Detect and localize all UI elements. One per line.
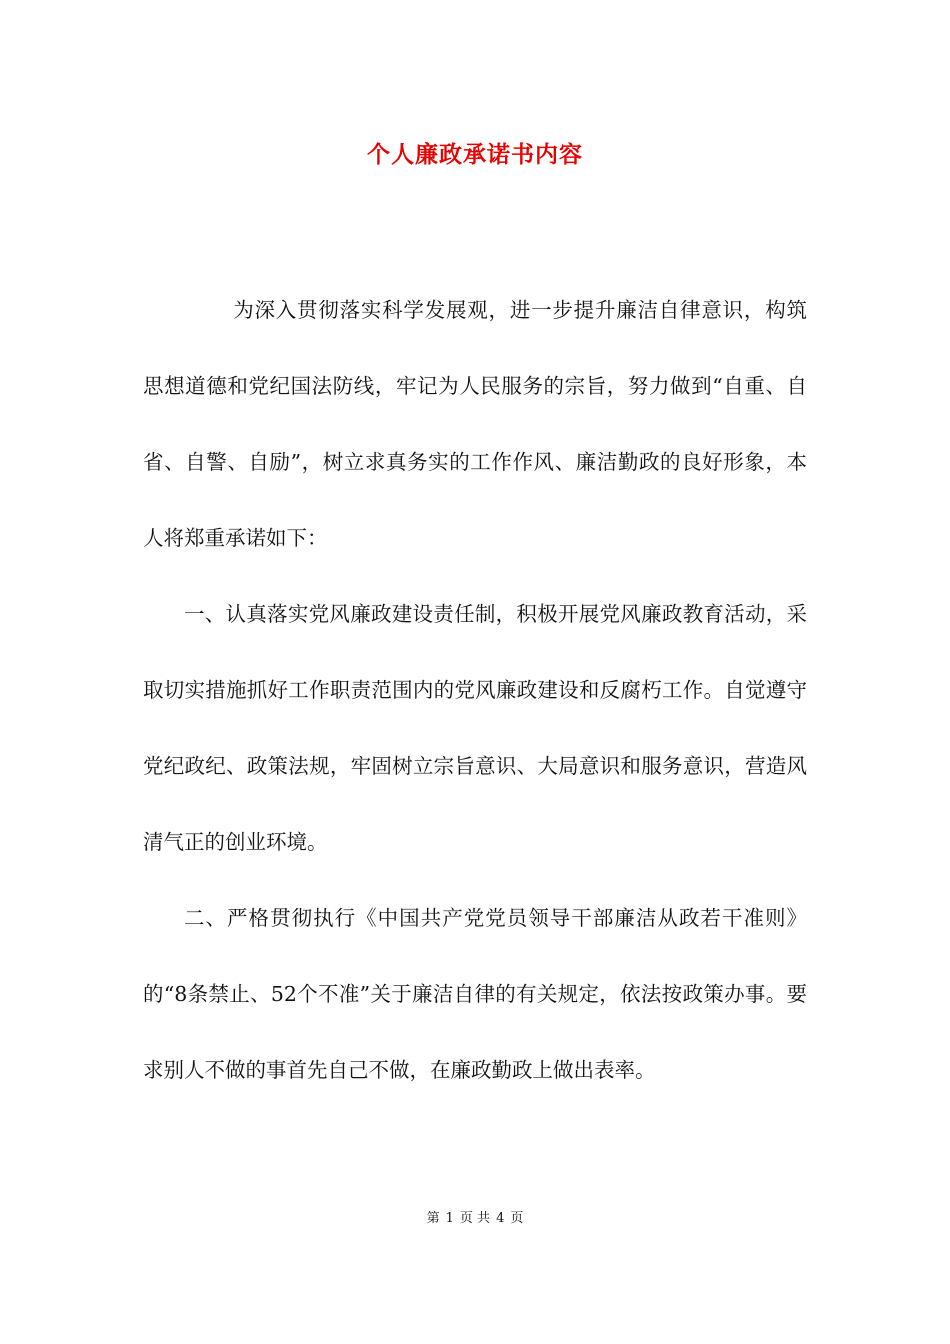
document-title: 个人廉政承诺书内容 <box>367 141 583 168</box>
paragraph-intro: 为深入贯彻落实科学发展观，进一步提升廉洁自律意识，构筑思想道德和党纪国法防线，牢记为人民服务的宗旨，努力做到“自重、自省、自警、自励”，树立求真务实的工作作风、廉洁勤政的良好形象，本人将郑重承诺如下： <box>143 298 807 550</box>
paragraph-item-1: 一、认真落实党风廉政建设责任制，积极开展党风廉政教育活动，采取切实措施抓好工作职责范围内的党风廉政建设和反腐朽工作。自觉遵守党纪政纪、政策法规，牢固树立宗旨意识、大局意识和服务意识，营造风清气正的创业环境。 <box>143 602 807 854</box>
paragraph-item-2: 二、严格贯彻执行《中国共产党党员领导干部廉洁从政若干准则》的“8条禁止、52个不准”关于廉洁自律的有关规定，依法按政策办事。要求别人不做的事首先自己不做，在廉政勤政上做出表率。 <box>143 906 807 1082</box>
page-label-suffix: 页 <box>510 1211 524 1226</box>
document-body <box>143 272 807 1108</box>
page-label-mid: 页 共 <box>459 1211 491 1226</box>
page-footer <box>0 1208 950 1230</box>
total-pages-number: 4 <box>496 1211 505 1226</box>
page-label-prefix: 第 <box>426 1211 440 1226</box>
current-page-number: 1 <box>445 1211 454 1226</box>
